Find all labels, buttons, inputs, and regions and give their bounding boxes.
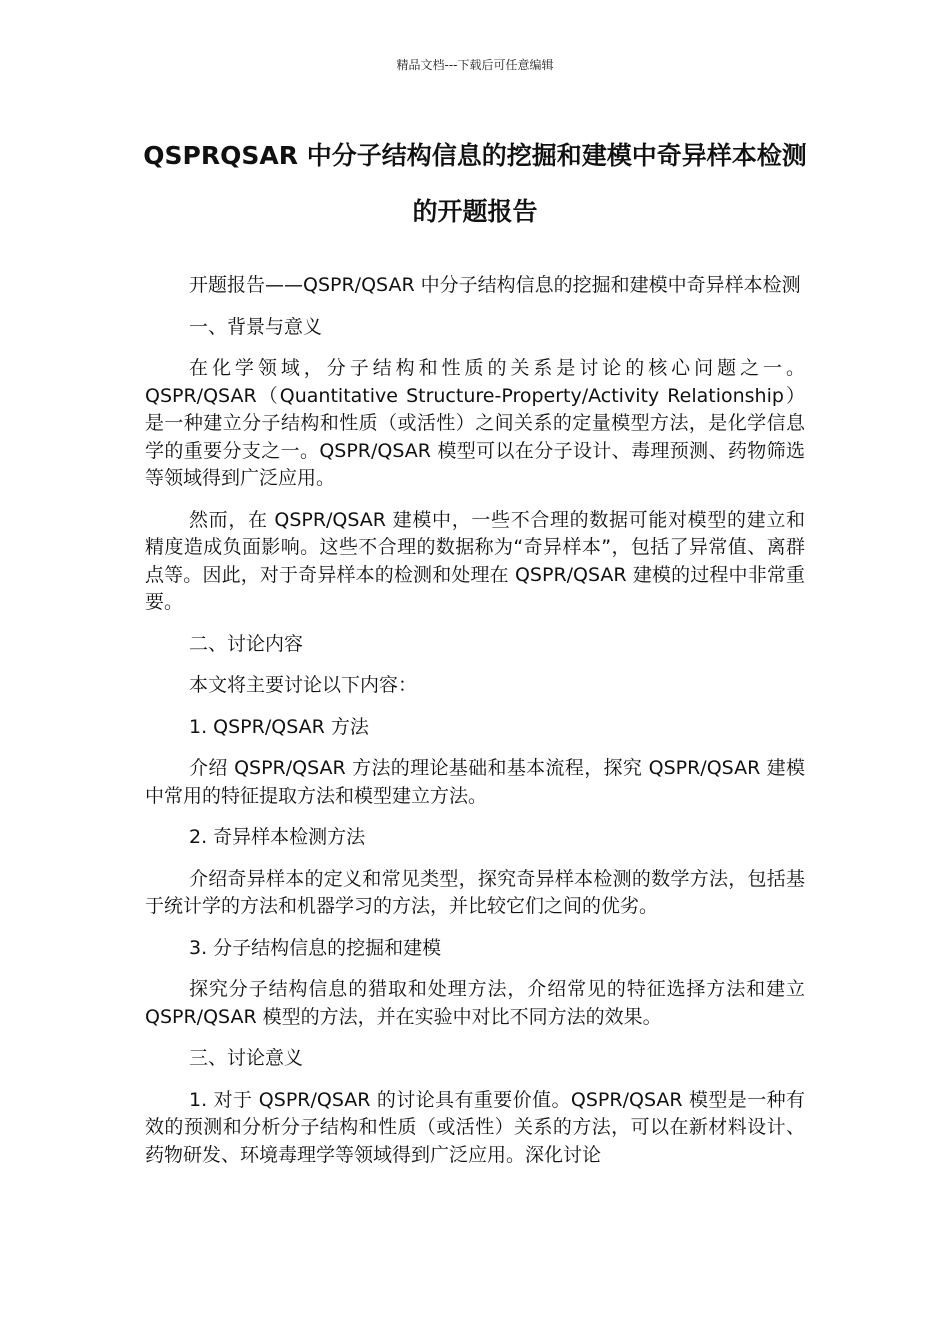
section-heading-content: 二、讨论内容 (189, 632, 304, 655)
content-intro-paragraph: 本文将主要讨论以下内容： (189, 674, 418, 696)
document-body (145, 272, 805, 1183)
qspr-method-paragraph: 介绍 QSPR/QSAR 方法的理论基础和基本流程，探究 QSPR/QSAR 建模中常用的特征提取方法和模型建立方法。 (145, 757, 805, 807)
page-header: 精品文档---下载后可任意编辑 (396, 58, 554, 72)
document-title: QSPRQSAR 中分子结构信息的挖掘和建模中奇异样本检测的开题报告 (143, 141, 807, 226)
background-paragraph-2: 然而，在 QSPR/QSAR 建模中，一些不合理的数据可能对模型的建立和精度造成负面影响。这些不合理的数据称为“奇异样本”，包括了异常值、离群点等。因此，对于奇异样本的检测和处理在 QSPR/QSAR 建模的过程中非常重要。 (145, 508, 805, 613)
background-paragraph-1: 在化学领域，分子结构和性质的关系是讨论的核心问题之一。QSPR/QSAR（Quantitative Structure-Property/Activity Relationship）是一种建立分子结构和性质（或活性）之间关系的定量模型方法，是化学信息学的重要分支之一。QSPR/QSAR 模型可以在分子设计、毒理预测、药物筛选等领域得到广泛应用。 (145, 357, 805, 489)
structure-mining-paragraph: 探究分子结构信息的猎取和处理方法，介绍常见的特征选择方法和建立 QSPR/QSAR 模型的方法，并在实验中对比不同方法的效果。 (145, 978, 805, 1028)
significance-paragraph: 1. 对于 QSPR/QSAR 的讨论具有重要价值。QSPR/QSAR 模型是一种有效的预测和分析分子结构和性质（或活性）关系的方法，可以在新材料设计、药物研发、环境毒理学等领域得到广泛应用。深化讨论 (145, 1088, 805, 1166)
subheading-structure-mining: 3. 分子结构信息的挖掘和建模 (189, 936, 442, 959)
subheading-outlier-detection: 2. 奇异样本检测方法 (189, 826, 366, 848)
section-heading-significance: 三、讨论意义 (189, 1047, 304, 1069)
outlier-detection-paragraph: 介绍奇异样本的定义和常见类型，探究奇异样本检测的数学方法，包括基于统计学的方法和机器学习的方法，并比较它们之间的优劣。 (145, 867, 805, 917)
subheading-qspr-method: 1. QSPR/QSAR 方法 (189, 715, 369, 738)
section-heading-background: 一、背景与意义 (189, 315, 323, 338)
intro-paragraph: 开题报告——QSPR/QSAR 中分子结构信息的挖掘和建模中奇异样本检测 (189, 274, 801, 296)
